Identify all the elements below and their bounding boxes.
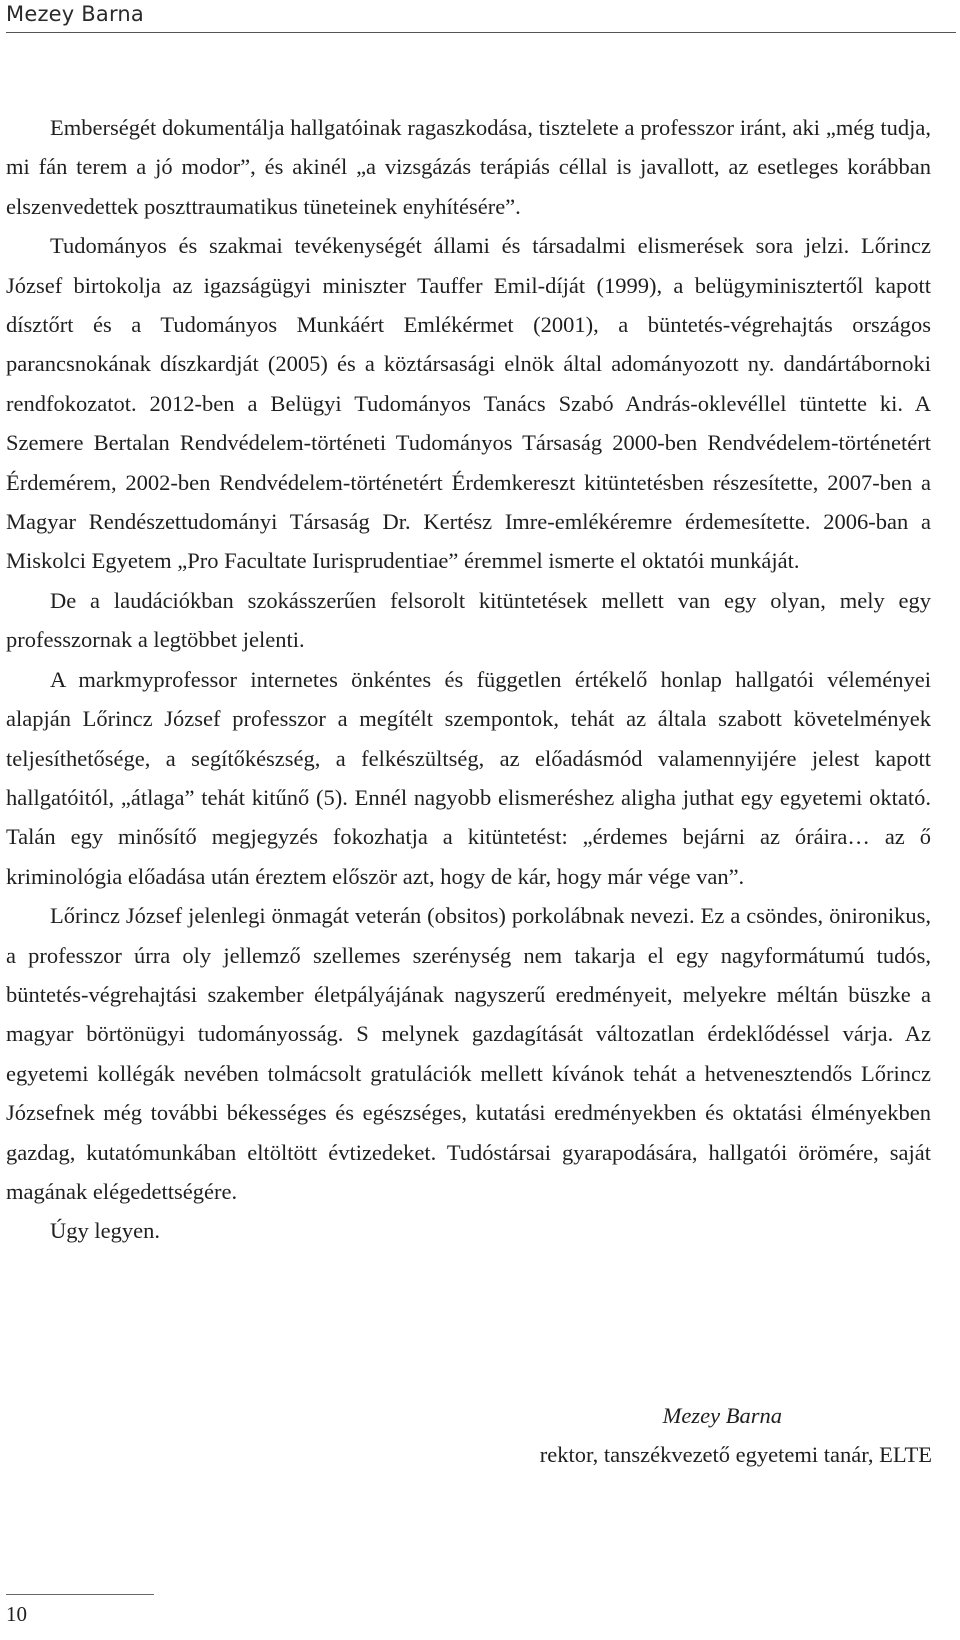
running-head: Mezey Barna (6, 2, 145, 26)
signature-title: rektor, tanszékvezető egyetemi tanár, ELTE (539, 1442, 932, 1468)
footer-divider (6, 1594, 154, 1595)
paragraph: Tudományos és szakmai tevékenységét állami és társadalmi elismerések sora jelzi. Lőrincz József birtokolja az igazságügyi miniszter Tauffer Emil-díját (1999), a belügyminisztertől kapott dísztőrt és a Tudományos Munkáért Emlékérmet (2001), a büntetés-végrehajtás országos parancsnokának díszkardját (2005) és a köztársasági elnök által adományozott ny. dandártábornoki rendfokozatot. 2012-ben a Belügyi Tudományos Tanács Szabó András-oklevéllel tüntette ki. A Szemere Bertalan Rendvédelem-történeti Tudományos Társaság 2000-ben Rendvédelem-történetért Érdemérem, 2002-ben Rendvédelem-történetért Érdemkereszt kitüntetésben részesítette, 2007-ben a Magyar Rendészettudományi Társaság Dr. Kertész Imre-emlékéremre érdemesítette. 2006-ban a Miskolci Egyetem „Pro Facultate Iurisprudentiae” éremmel ismerte el oktatói munkáját. (6, 233, 931, 574)
article-body (6, 108, 931, 1251)
signature-block (540, 1396, 932, 1475)
paragraph: Úgy legyen. (50, 1218, 160, 1244)
page-number: 10 (6, 1602, 27, 1626)
paragraph: A markmyprofessor internetes önkéntes és független értékelő honlap hallgatói véleményei alapján Lőrincz József professzor a megítélt szempontok, tehát az általa szabott követelmények teljesíthetősége, a segítőkészség, a felkészültség, az előadásmód valamennyijére jelest kapott hallgatóitól, „átlaga” tehát kitűnő (5). Ennél nagyobb elismeréshez aligha juthat egy egyetemi oktató. Talán egy minősítő megjegyzés fokozhatja a kitüntetést: „érdemes bejárni az óráira… az ő kriminológia előadása után éreztem először azt, hogy de kár, hogy már vége van”. (6, 666, 931, 889)
paragraph: De a laudációkban szokásszerűen felsorolt kitüntetések mellett van egy olyan, mely egy professzornak a legtöbbet jelenti. (6, 587, 931, 653)
paragraph: Emberségét dokumentálja hallgatóinak ragaszkodása, tisztelete a professzor iránt, aki „még tudja, mi fán terem a jó modor”, és akinél „a vizsgázás terápiás céllal is javallott, az esetleges korábban elszenvedettek poszttraumatikus tüneteinek enyhítésére”. (6, 115, 931, 219)
header-divider (6, 32, 956, 33)
signature-name: Mezey Barna (662, 1403, 782, 1428)
paragraph: Lőrincz József jelenlegi önmagát veterán (obsitos) porkolábnak nevezi. Ez a csöndes, önironikus, a professzor úrra oly jellemző szellemes szerénység nem takarja el egy nagyformátumú tudós, büntetés-végrehajtási szakember életpályájának nagyszerű eredményeit, melyekre méltán büszke a magyar börtönügyi tudományosság. S melynek gazdagítását változatlan érdeklődéssel várja. Az egyetemi kollégák nevében tolmácsolt gratulációk mellett kívánok tehát a hetvenesztendős Lőrincz Józsefnek még további békességes és egészséges, kutatási eredményekben és oktatási élményekben gazdag, kutatómunkában eltöltött évtizedeket. Tudóstársai gyarapodására, hallgatói örömére, saját magának elégedettségére. (6, 903, 931, 1204)
